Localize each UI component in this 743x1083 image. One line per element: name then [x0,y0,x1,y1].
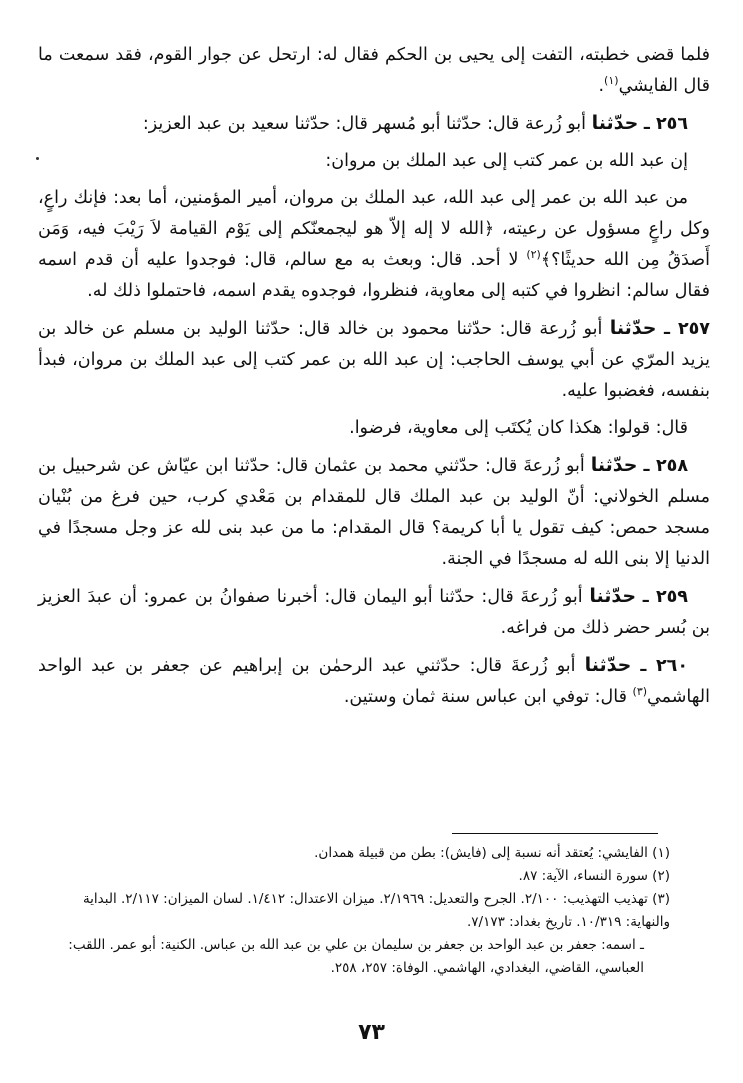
hadith-number: ٢٥٦ ـ [643,114,688,134]
hadith-number: ٢٥٩ ـ [642,587,688,607]
haddathana-word: حدّثنا [590,454,638,476]
footnote-3: (٣) تهذيب التهذيب: ٢/١٠٠. الجرح والتعديل: ٢/١٩٦٩. ميزان الاعتدال: ١/٤١٢. لسان الميزان: ٢/١١٧. البداية والنهاية: ١٠/٣١٩. تاريخ بغداد: ٧/١٧٣. [82,891,670,930]
footnote-ref-2[interactable]: (٢) [526,248,541,262]
hadith-256 [38,108,710,140]
page-number: ٧٣ [358,1020,385,1045]
haddathana-word: حدّثنا [609,317,657,339]
paragraph-text: قال: قولوا: هكذا كان يُكتَب إلى معاوية، فرضوا. [349,418,688,438]
footnote-1: (١) الفايشي: يُعتقد أنه نسبة إلى (فايش): بطن من قبيلة همدان. [314,845,670,861]
margin-mark [36,157,39,160]
hadith-number: ٢٦٠ ـ [640,656,688,676]
hadith-text: أبو زُرعةَ قال: حدّثني عبد الرحمٰن بن إبراهيم عن جعفر بن عبد الواحد الهاشمي [38,656,710,707]
hadith-259 [38,581,710,644]
hadith-260 [38,650,710,713]
hadith-257 [38,313,710,407]
footnote-2: (٢) سورة النساء، الآية: ٨٧. [518,868,670,884]
hadith-number: ٢٥٨ ـ [643,456,688,476]
hadith-text: أبو زُرعةَ قال: حدّثنا أبو اليمان قال: أخبرنا صفوانُ بن عمرو: أن عبدَ العزيز بن بُسر حضر ذلك من فراغه. [38,587,710,638]
haddathana-word: حدّثنا [591,112,639,134]
paragraph-continuation [38,40,710,102]
paragraph-text: من عبد الله بن عمر إلى عبد الله، عبد الملك بن مروان، أمير المؤمنين، أما بعد: فإنك راعٍ، وكل راعٍ مسؤول عن رعيته، ﴿الله لا إله إلاّ هو ليجمعنّكم إلى يَوْم القيامة لاَ رَيْبَ فيه، وَمَن أَصدَقُ مِن الله حديثًا؟﴾ [38,188,710,270]
hadith-258 [38,450,710,575]
haddathana-word: حدّثنا [584,654,632,676]
hadith-text: قال: توفي ابن عباس سنة ثمان وستين. [343,687,627,707]
footnotes [40,842,670,980]
haddathana-word: حدّثنا [589,585,637,607]
footnote-3-biography: ـ اسمه: جعفر بن عبد الواحد بن جعفر بن سليمان بن علي بن عبد الله بن عباس. الكنية: أبو عمر. اللقب: العباسي، القاضي، البغدادي، الهاشمي. الوفاة: ٢٥٧، ٢٥٨. [68,937,644,976]
hadith-number: ٢٥٧ ـ [663,319,710,339]
paragraph [38,413,710,444]
page-body [38,40,710,719]
paragraph-text: لا أحد. قال: وبعث به مع سالم، قال: فوجدوا عليه أن قدم اسمه فقال سالم: انظروا في كتبه إلى معاوية، فنظروا، فوجدوه يقدم اسمه، فاحتملوا ذلك له. [38,250,710,301]
hadith-text: أبو زُرعة قال: حدّثنا محمود بن خالد قال: حدّثنا الوليد بن مسلم عن خالد بن يزيد المرّي عن أبي يوسف الحاجب: إن عبد الله بن عمر كتب إلى عبد الملك بن مروان، فبدأ بنفسه، فغضبوا عليه. [38,319,710,401]
paragraph-letter [38,183,710,307]
hadith-text: أبو زُرعةَ قال: حدّثني محمد بن عثمان قال: حدّثنا ابن عيّاش عن شرحبيل بن مسلم الخولاني: أنّ الوليد بن عبد الملك قال للمقدام بن مَعْدي كرب، حين فرغ من بُنْيان مسجد حمص: كيف تقول يا أبا كريمة؟ قال المقدام: ما من عبد بنى لله عز وجل مسجدًا في الدنيا إلا بنى الله له مسجدًا في الجنة. [38,456,710,569]
footnote-ref-1[interactable]: (١) [604,74,619,88]
paragraph [38,146,710,177]
footnote-ref-3[interactable]: (٣) [632,685,648,699]
hadith-text: أبو زُرعة قال: حدّثنا أبو مُسهر قال: حدّثنا سعيد بن عبد العزيز: [142,114,587,134]
paragraph-text: إن عبد الله بن عمر كتب إلى عبد الملك بن مروان: [325,151,688,171]
paragraph-end: . [598,76,605,96]
footnote-divider [452,833,658,834]
paragraph-text: فلما قضى خطبته، التفت إلى يحيى بن الحكم فقال له: ارتحل عن جوار القوم، فقد سمعت ما قال الفايشي [38,45,710,96]
